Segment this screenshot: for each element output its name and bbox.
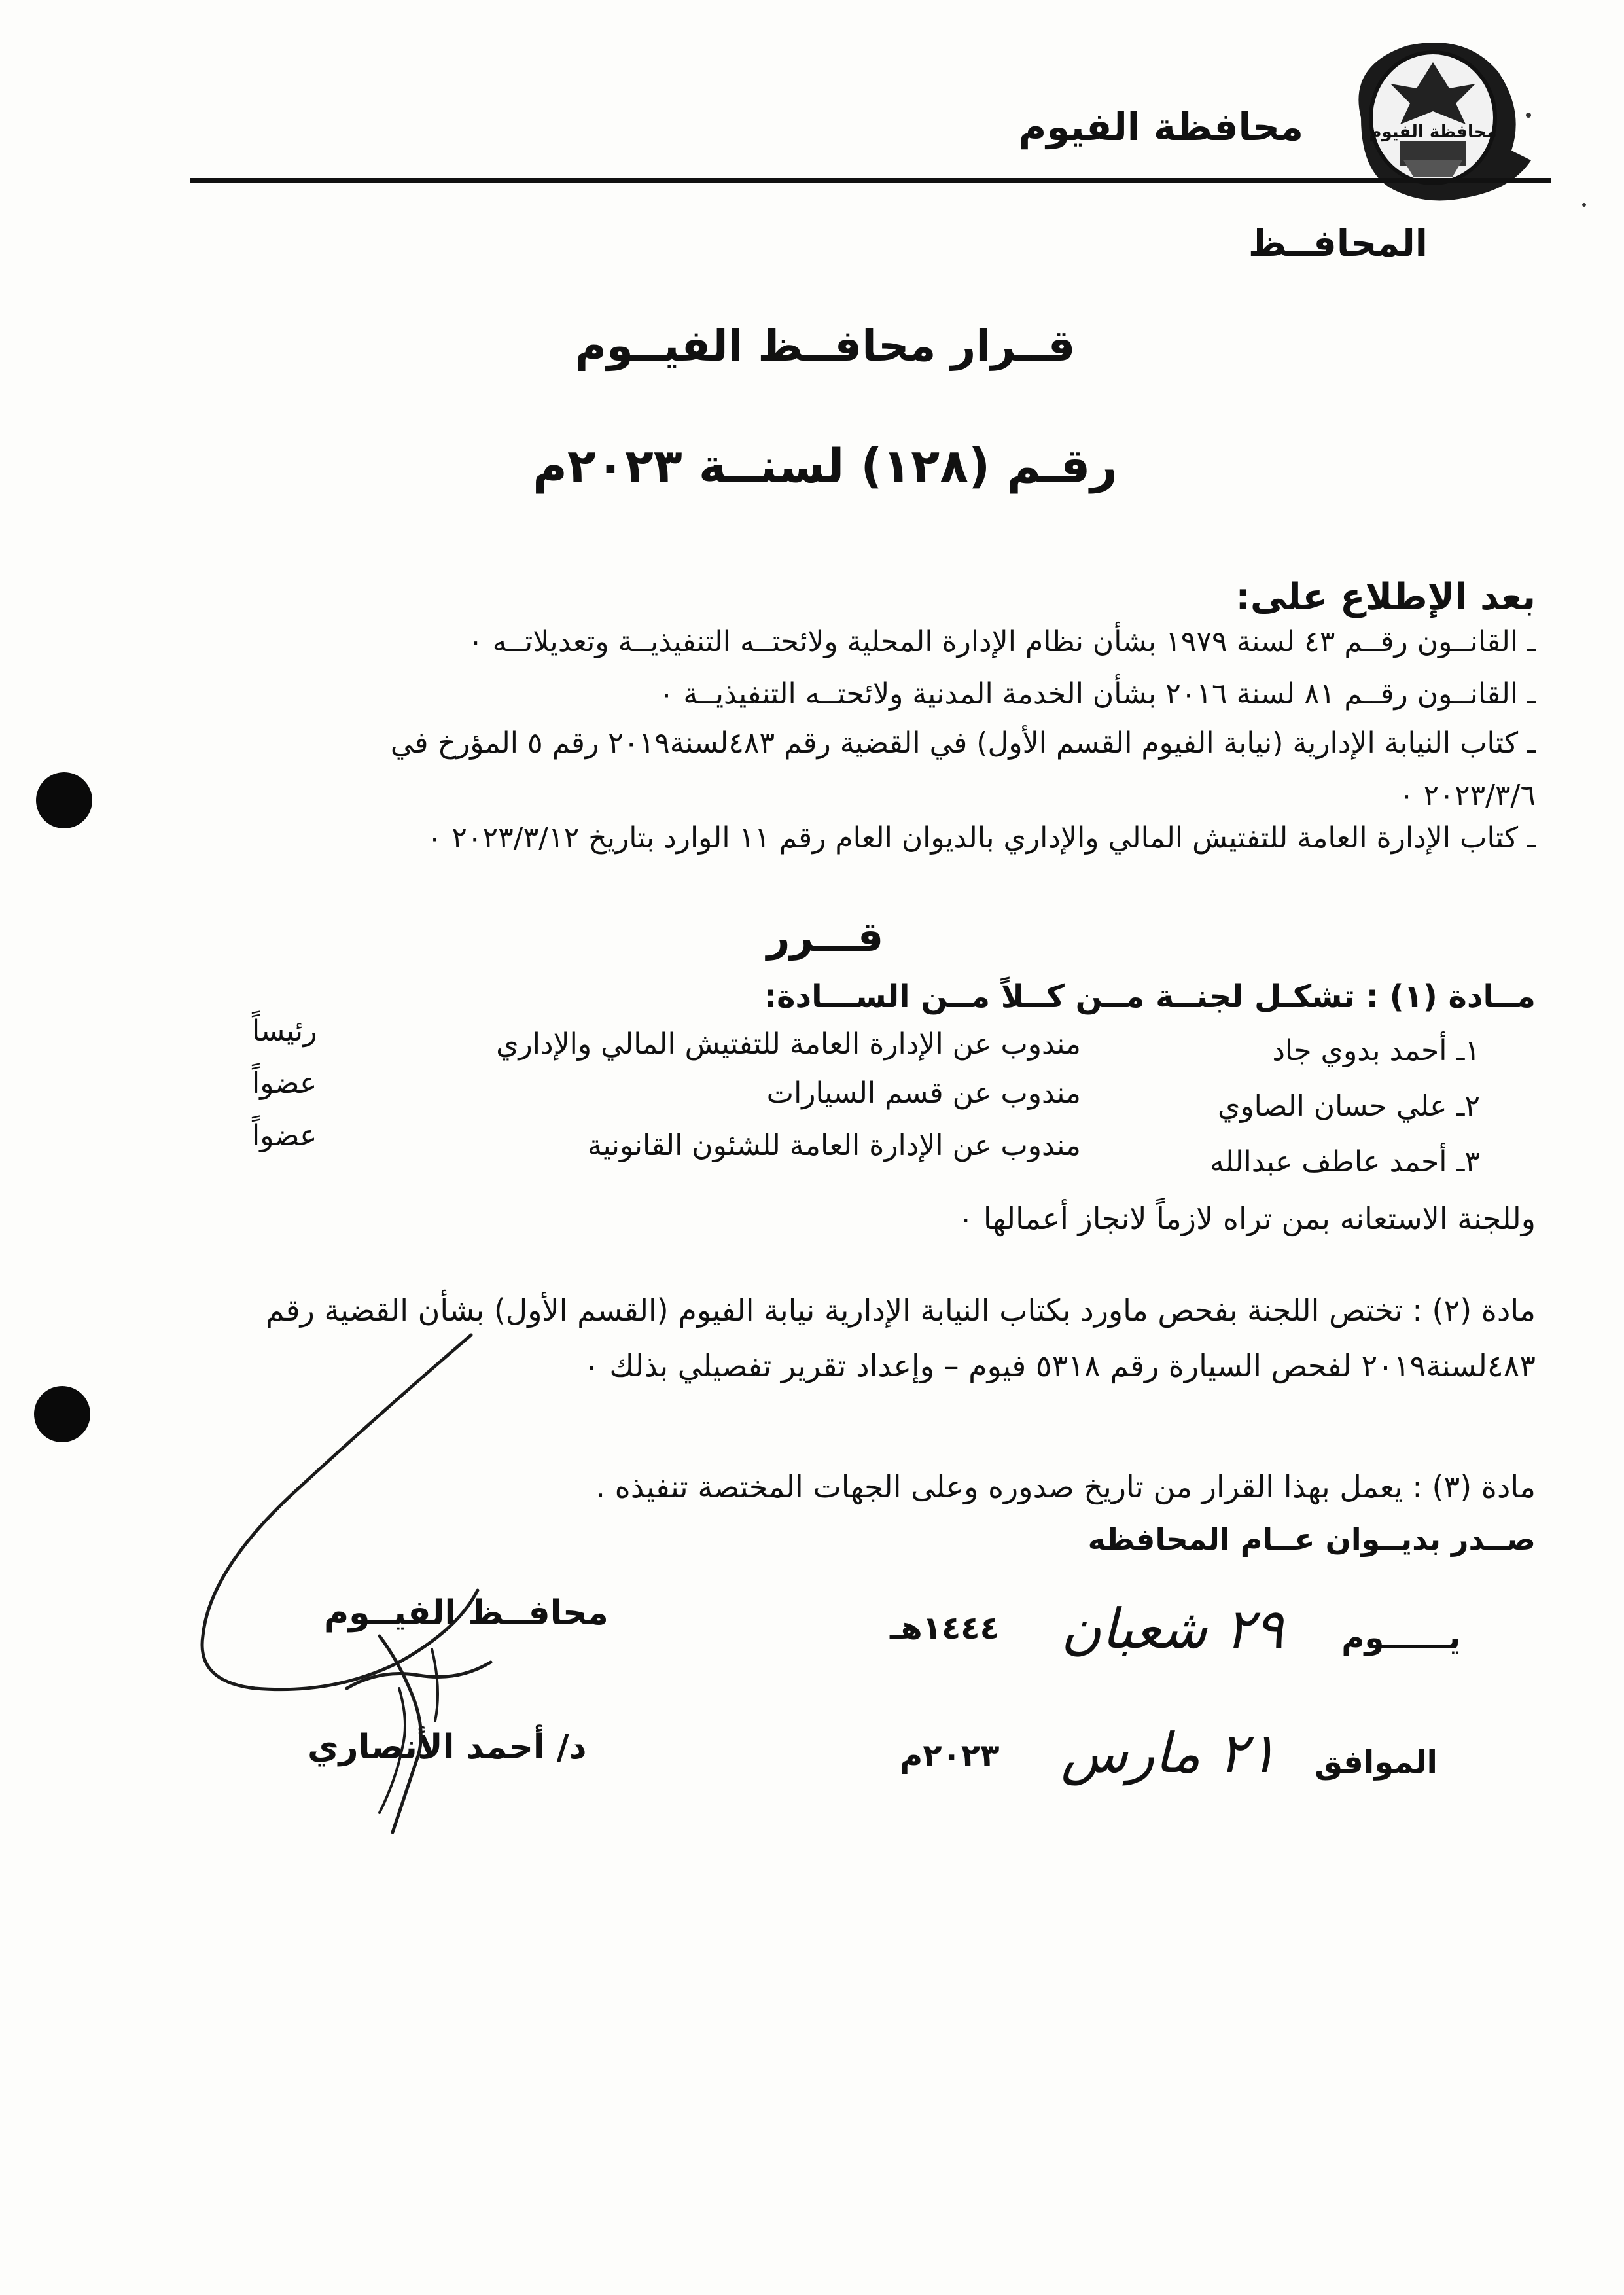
- hijri-handwritten-date: ٢٩ شعبان: [1061, 1597, 1284, 1661]
- decree-title: قــرار محافــظ الفيــوم: [574, 321, 1076, 371]
- logo-lettering: محافظة الفيوم: [1369, 122, 1497, 142]
- header-divider: [190, 178, 1551, 183]
- gregorian-handwritten-date: ٢١ مارس: [1061, 1721, 1277, 1785]
- signatory-title: محافــظ الفيــوم: [324, 1593, 609, 1633]
- hijri-year: ١٤٤٤هـ: [890, 1610, 999, 1646]
- scan-speck: [1582, 203, 1586, 207]
- handwritten-signature: [183, 1296, 838, 1885]
- member-name: ٣ـ أحمد عاطف عبدالله: [1209, 1145, 1480, 1179]
- member-role: مندوب عن قسم السيارات: [766, 1076, 1081, 1110]
- punch-hole-bottom: [34, 1386, 90, 1442]
- issued-at: صــدر بديــوان عــام المحافظه: [1087, 1521, 1536, 1557]
- punch-hole-top: [36, 772, 92, 828]
- governorate-name: محافظة الفيوم: [1018, 105, 1303, 149]
- member-position: عضواً: [252, 1067, 317, 1100]
- decision-heading: قـــرر: [766, 913, 884, 961]
- article-1-heading: مــادة (١) : تشكـل لجنــة مــن كــلاً مــن الســـادة:: [764, 978, 1536, 1015]
- member-name: ١ـ أحمد بدوي جاد: [1272, 1034, 1480, 1067]
- gregorian-year: ٢٠٢٣م: [900, 1737, 1000, 1774]
- signatory-name: د/ أحمد الأنصاري: [308, 1728, 587, 1767]
- member-position: عضواً: [252, 1119, 317, 1152]
- member-role: مندوب عن الإدارة العامة للتفتيش المالي والإداري: [496, 1027, 1081, 1061]
- gregorian-label: الموافق: [1315, 1744, 1438, 1781]
- preamble-item: ٢٠٢٣/٣/٦ ٠: [1398, 779, 1536, 812]
- preamble-item: ـ القانــون رقــم ٨١ لسنة ٢٠١٦ بشأن الخدمة المدنية ولائحتــه التنفيذيــة ٠: [658, 677, 1536, 711]
- office-label: المحافــظ: [1248, 222, 1428, 265]
- hijri-day-label: يــــــوم: [1341, 1620, 1460, 1656]
- preamble-heading: بعد الإطلاع على:: [1235, 576, 1536, 618]
- member-name: ٢ـ علي حسان الصاوي: [1217, 1090, 1480, 1123]
- member-position: رئيساً: [252, 1014, 317, 1048]
- decree-number: رقـم (١٢٨) لسنــة ٢٠٢٣م: [533, 438, 1118, 493]
- article-2-line: مادة (٢) : تختص اللجنة بفحص ماورد بكتاب النيابة الإدارية نيابة الفيوم (القسم الأول) بشأن القضية رقم: [266, 1292, 1536, 1328]
- preamble-item: ـ القانــون رقــم ٤٣ لسنة ١٩٧٩ بشأن نظام الإدارة المحلية ولائحتــه التنفيذيــة وتعديلاتــه ٠: [468, 625, 1536, 658]
- article-2-line: ٤٨٣لسنة٢٠١٩ لفحص السيارة رقم ٥٣١٨ فيوم – وإعداد تقرير تفصيلي بذلك ٠: [584, 1348, 1536, 1383]
- article-1-closing: وللجنة الاستعانه بمن تراه لازماً لانجاز أعمالها ٠: [957, 1201, 1536, 1236]
- preamble-item: ـ كتاب الإدارة العامة للتفتيش المالي والإداري بالديوان العام رقم ١١ الوارد بتاريخ ٢٠٢٣/٣/١٢ ٠: [427, 821, 1536, 855]
- article-3-line: مادة (٣) : يعمل بهذا القرار من تاريخ صدوره وعلى الجهات المختصة تنفيذه .: [595, 1469, 1536, 1504]
- member-role: مندوب عن الإدارة العامة للشئون القانونية: [587, 1129, 1081, 1162]
- preamble-item: ـ كتاب النيابة الإدارية (نيابة الفيوم القسم الأول) في القضية رقم ٤٨٣لسنة٢٠١٩ رقم ٥ المؤرخ في: [390, 726, 1536, 760]
